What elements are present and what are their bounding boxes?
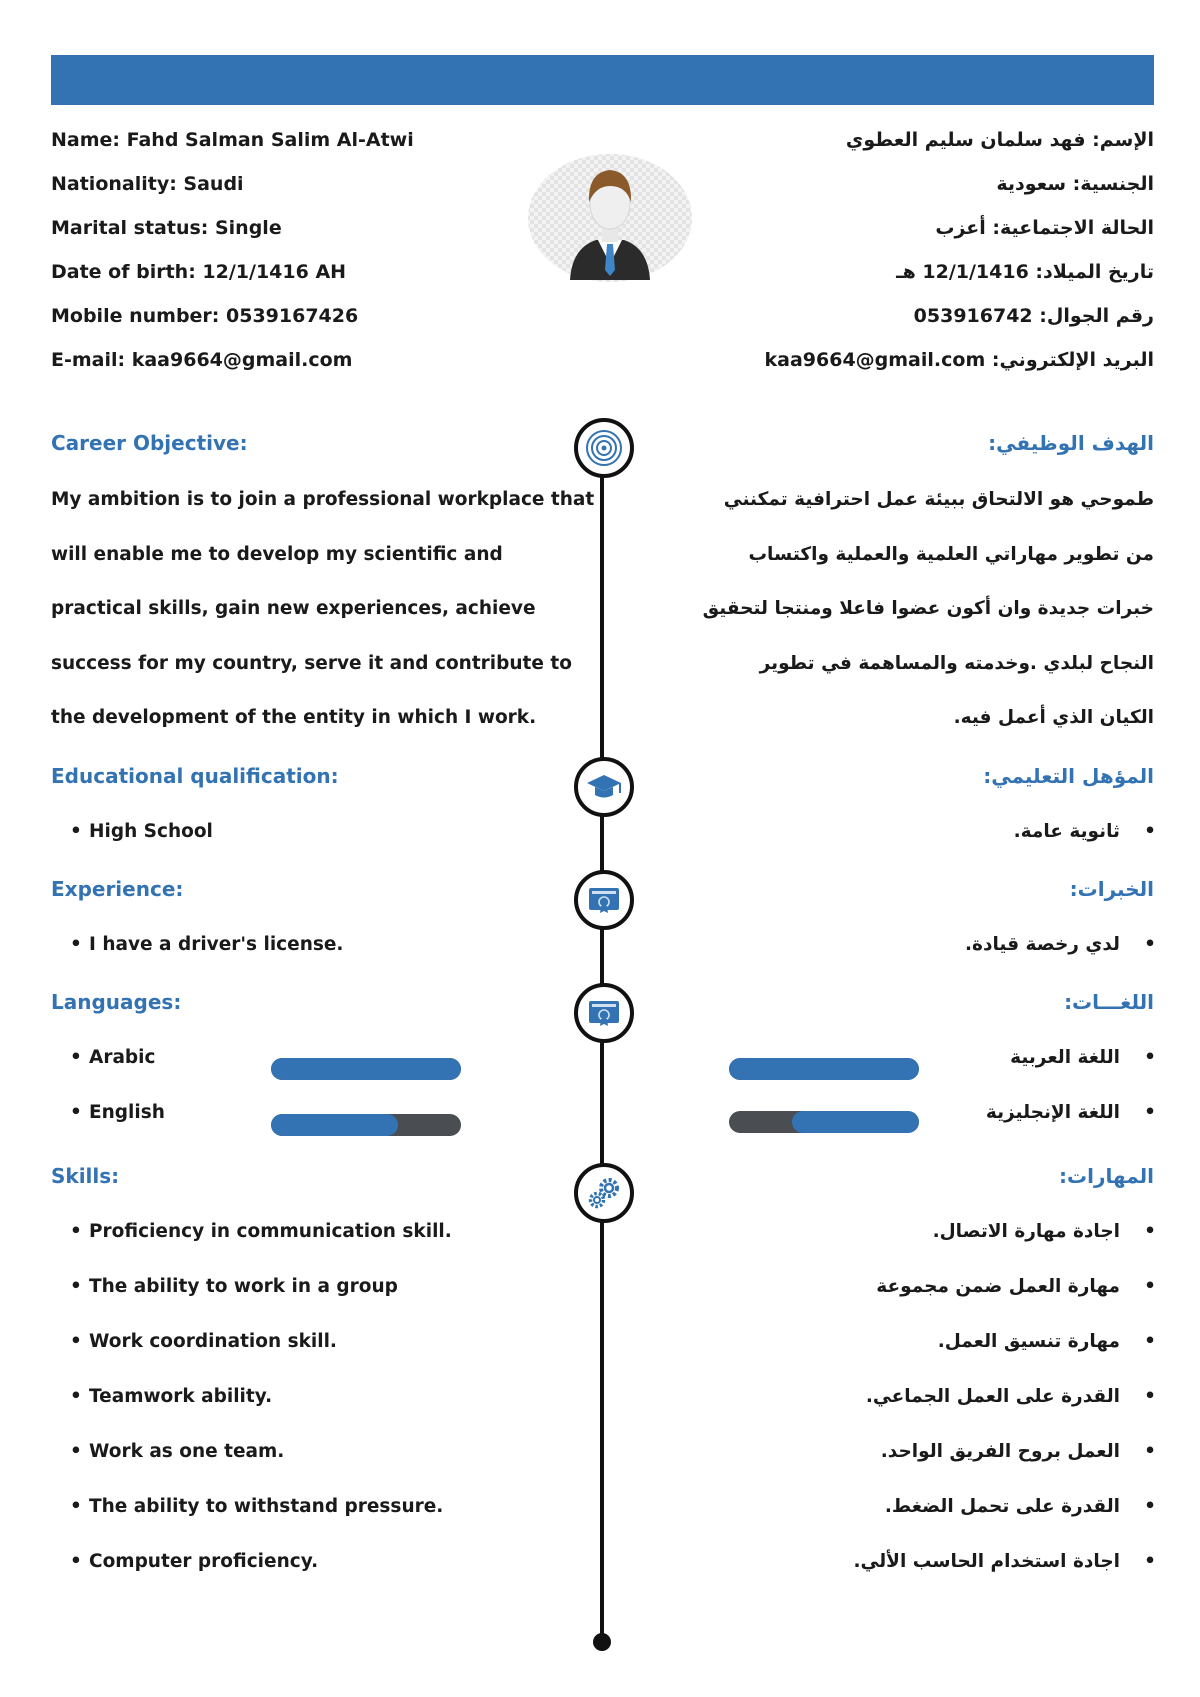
skill-text-en: The ability to withstand pressure. — [89, 1496, 444, 1517]
objective-line-en: practical skills, gain new experiences, achieve — [51, 598, 536, 619]
timeline-node-skills — [574, 1163, 634, 1223]
marital-status-en: Marital status: Single — [51, 217, 282, 239]
language-name-ar: اللغة العربية — [1010, 1047, 1120, 1068]
objective-line-en: success for my country, serve it and contribute to — [51, 652, 572, 674]
skill-item-en — [70, 1275, 398, 1299]
nationality-ar: الجنسية: سعودية — [996, 173, 1154, 195]
target-icon — [578, 422, 630, 474]
language-item-ar — [985, 1101, 1156, 1125]
skills-title-en: Skills: — [51, 1164, 120, 1188]
bullet: • — [1144, 934, 1156, 955]
bullet: • — [1144, 1496, 1156, 1517]
bullet: • — [70, 1276, 82, 1297]
avatar-icon — [526, 152, 694, 284]
experience-title-ar: الخبرات: — [1069, 877, 1154, 901]
skill-text-en: Work as one team. — [89, 1441, 285, 1462]
skill-text-ar: القدرة على العمل الجماعي. — [865, 1386, 1120, 1407]
bullet: • — [70, 1496, 82, 1517]
skill-text-en: Teamwork ability. — [89, 1386, 273, 1407]
bullet: • — [70, 934, 82, 955]
experience-text-en: I have a driver's license. — [89, 934, 344, 955]
nationality-en: Nationality: Saudi — [51, 173, 244, 195]
skill-text-en: Work coordination skill. — [89, 1331, 337, 1352]
languages-title-en: Languages: — [51, 990, 182, 1014]
header-banner — [51, 55, 1154, 105]
skill-text-ar: القدرة على تحمل الضغط. — [884, 1496, 1120, 1517]
language-bar-ar-english — [729, 1111, 919, 1133]
skill-text-ar: اجادة مهارة الاتصال. — [932, 1221, 1120, 1242]
email-ar: البريد الإلكتروني: kaa9664@gmail.com — [764, 349, 1154, 371]
language-bar-fill — [729, 1058, 919, 1080]
experience-item-ar — [965, 933, 1156, 957]
name-en: Name: Fahd Salman Salim Al-Atwi — [51, 129, 414, 151]
date-of-birth-ar: تاريخ الميلاد: 12/1/1416 هـ — [896, 261, 1154, 283]
certificate-icon — [578, 987, 630, 1039]
skill-text-ar: مهارة تنسيق العمل. — [937, 1331, 1120, 1352]
bullet: • — [1144, 1047, 1156, 1068]
objective-line-ar: النجاح لبلدي .وخدمته والمساهمة في تطوير — [759, 652, 1154, 674]
email-en: E-mail: kaa9664@gmail.com — [51, 349, 353, 371]
graduation-cap-icon — [578, 761, 630, 813]
skill-item-en — [70, 1440, 284, 1464]
bullet: • — [70, 1331, 82, 1352]
bullet: • — [70, 1551, 82, 1572]
objective-line-en: My ambition is to join a professional workplace that — [51, 489, 595, 510]
timeline-node-education — [574, 757, 634, 817]
objective-line-en: will enable me to develop my scientific and — [51, 543, 503, 565]
languages-title-ar: اللغـــات: — [1064, 990, 1154, 1014]
timeline-line — [600, 475, 604, 1645]
language-item-en — [70, 1046, 155, 1070]
language-item-ar — [1010, 1046, 1156, 1070]
bullet: • — [70, 821, 82, 842]
skill-text-ar: اجادة استخدام الحاسب الألي. — [853, 1551, 1120, 1572]
language-bar-fill — [271, 1058, 461, 1080]
bullet: • — [70, 1221, 82, 1242]
skill-item-ar — [884, 1495, 1156, 1519]
name-ar: الإسم: فهد سلمان سليم العطوي — [845, 129, 1154, 151]
bullet: • — [1144, 1331, 1156, 1352]
skill-text-ar: العمل بروح الفريق الواحد. — [880, 1441, 1120, 1462]
education-text-en: High School — [89, 821, 213, 842]
education-item-ar — [1013, 820, 1156, 844]
language-bar-en-english — [271, 1114, 461, 1136]
skill-text-ar: مهارة العمل ضمن مجموعة — [876, 1276, 1120, 1297]
skill-item-en — [70, 1385, 272, 1409]
timeline-node-languages — [574, 983, 634, 1043]
bullet: • — [70, 1102, 82, 1123]
objective-line-ar: طموحي هو الالتحاق ببيئة عمل احترافية تمكنني — [723, 489, 1154, 510]
education-title-ar: المؤهل التعليمي: — [983, 764, 1154, 788]
objective-text-ar — [634, 473, 1154, 746]
skill-item-en — [70, 1220, 452, 1244]
bullet: • — [1144, 1386, 1156, 1407]
skill-item-en — [70, 1330, 337, 1354]
skill-text-en: The ability to work in a group — [89, 1276, 398, 1297]
bullet: • — [1144, 1102, 1156, 1123]
language-name-en: English — [89, 1102, 165, 1123]
education-item-en — [70, 820, 213, 844]
bullet: • — [70, 1047, 82, 1068]
objective-text-en — [51, 473, 595, 746]
gears-icon — [578, 1167, 630, 1219]
timeline-node-experience — [574, 870, 634, 930]
objective-line-en: the development of the entity in which I work. — [51, 707, 537, 728]
experience-title-en: Experience: — [51, 877, 184, 901]
skill-item-en — [70, 1550, 318, 1574]
bullet: • — [1144, 1441, 1156, 1462]
language-bar-en-arabic — [271, 1058, 461, 1080]
education-text-ar: ثانوية عامة. — [1013, 821, 1120, 842]
language-bar-ar-arabic — [729, 1058, 919, 1080]
marital-status-ar: الحالة الاجتماعية: أعزب — [935, 217, 1154, 239]
skill-item-ar — [853, 1550, 1156, 1574]
language-bar-fill — [792, 1111, 919, 1133]
bullet: • — [1144, 1221, 1156, 1242]
bullet: • — [1144, 1551, 1156, 1572]
timeline-end-dot — [593, 1633, 611, 1651]
bullet: • — [1144, 821, 1156, 842]
skill-text-en: Computer proficiency. — [89, 1551, 319, 1572]
language-bar-fill — [271, 1114, 398, 1136]
bullet: • — [1144, 1276, 1156, 1297]
objective-title-en: Career Objective: — [51, 431, 248, 455]
language-name-ar: اللغة الإنجليزية — [985, 1102, 1120, 1123]
objective-title-ar: الهدف الوظيفي: — [988, 431, 1154, 455]
skill-text-en: Proficiency in communication skill. — [89, 1221, 452, 1242]
skill-item-en — [70, 1495, 443, 1519]
objective-line-ar: من تطوير مهاراتي العلمية والعملية واكتساب — [748, 543, 1154, 565]
timeline-node-objective — [574, 418, 634, 478]
certificate-icon — [578, 874, 630, 926]
skills-title-ar: المهارات: — [1059, 1164, 1154, 1188]
mobile-ar: رقم الجوال: 053916742 — [913, 305, 1154, 327]
skill-item-ar — [865, 1385, 1156, 1409]
bullet: • — [70, 1386, 82, 1407]
skill-item-ar — [880, 1440, 1156, 1464]
language-name-en: Arabic — [89, 1047, 156, 1068]
objective-line-ar: خبرات جديدة وان أكون عضوا فاعلا ومنتجا لتحقيق — [702, 598, 1154, 619]
mobile-en: Mobile number: 0539167426 — [51, 305, 359, 327]
objective-line-ar: الكيان الذي أعمل فيه. — [953, 707, 1154, 728]
skill-item-ar — [932, 1220, 1156, 1244]
experience-item-en — [70, 933, 343, 957]
date-of-birth-en: Date of birth: 12/1/1416 AH — [51, 261, 347, 283]
bullet: • — [70, 1441, 82, 1462]
language-item-en — [70, 1101, 165, 1125]
skill-item-ar — [876, 1275, 1156, 1299]
experience-text-ar: لدي رخصة قيادة. — [965, 934, 1120, 955]
education-title-en: Educational qualification: — [51, 764, 339, 788]
skill-item-ar — [937, 1330, 1156, 1354]
avatar — [526, 152, 694, 284]
